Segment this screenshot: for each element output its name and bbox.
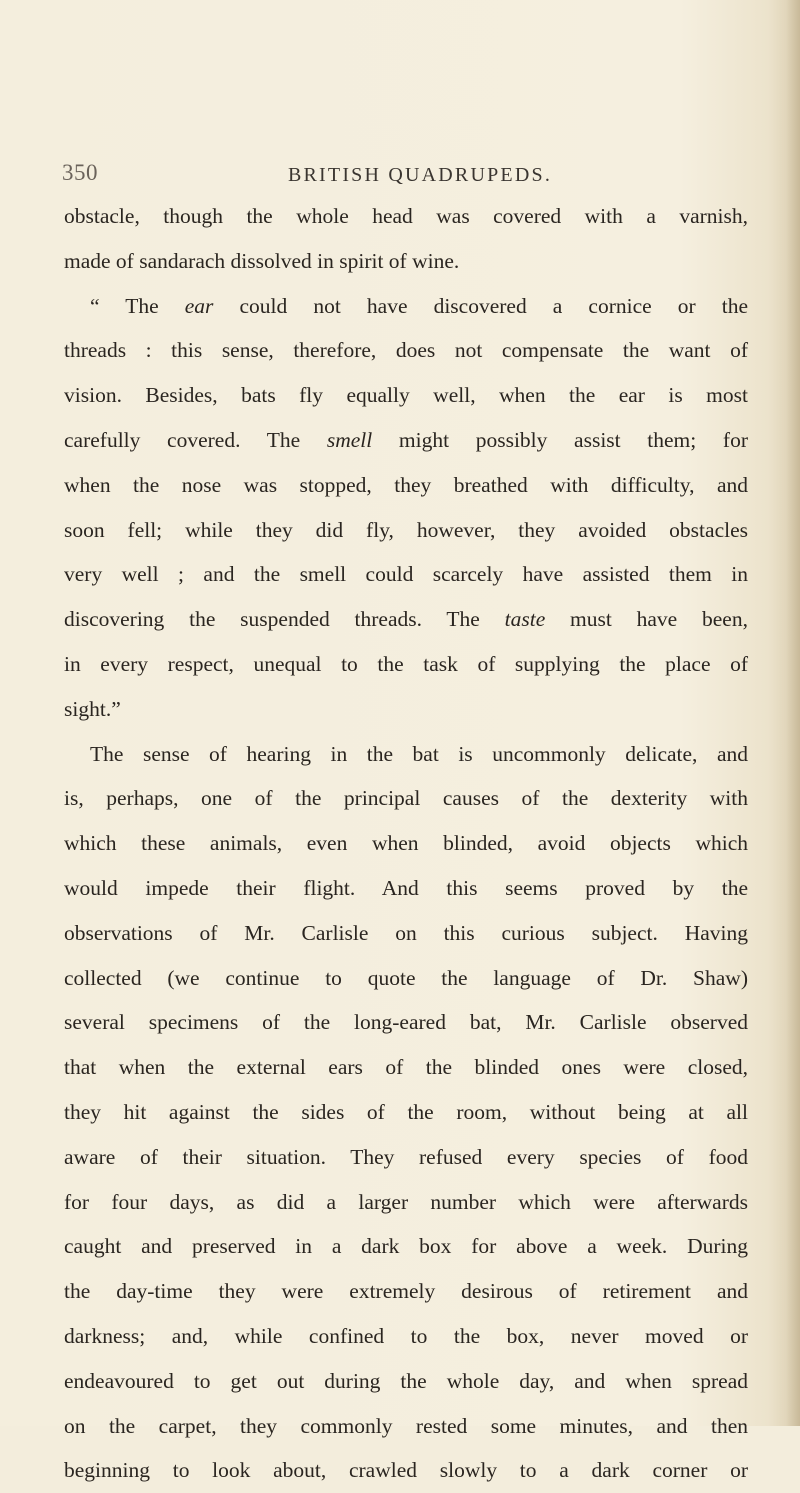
text-segment: on the carpet, they commonly rested some minutes, and then xyxy=(64,1413,748,1438)
text-segment: darkness; and, while confined to the box, never moved or xyxy=(64,1323,748,1348)
text-line xyxy=(64,956,748,1001)
text-line xyxy=(64,1000,748,1045)
text-segment: soon fell; while they did fly, however, they avoided obstacles xyxy=(64,517,748,542)
page-number: 350 xyxy=(62,160,98,185)
text-line xyxy=(64,1314,748,1359)
text-segment: The sense of hearing in the bat is uncommonly delicate, and xyxy=(90,741,748,766)
text-segment: the day-time they were extremely desirous of retirement and xyxy=(64,1279,748,1304)
text-segment: sight.” xyxy=(64,696,121,721)
text-segment: must have been, xyxy=(545,607,748,632)
text-line xyxy=(64,1045,748,1090)
text-segment: might possibly assist them; for xyxy=(372,427,748,452)
text-line xyxy=(64,1135,748,1180)
text-line xyxy=(64,911,748,956)
text-segment: when the nose was stopped, they breathed with difficulty, and xyxy=(64,472,748,497)
italic-word: taste xyxy=(504,607,546,632)
text-line xyxy=(64,463,748,508)
text-line xyxy=(64,821,748,866)
italic-word: ear xyxy=(184,293,214,318)
text-segment: collected (we continue to quote the language of Dr. Shaw) xyxy=(64,965,748,990)
text-line xyxy=(64,418,748,463)
text-line xyxy=(64,687,748,732)
text-line xyxy=(64,239,748,284)
text-line xyxy=(64,866,748,911)
text-segment: obstacle, though the whole head was covered with a varnish, xyxy=(64,204,748,228)
text-line xyxy=(64,1448,748,1493)
text-segment: threads : this sense, therefore, does not compensate the want of xyxy=(64,338,748,363)
text-segment: very well ; and the smell could scarcely have assisted them in xyxy=(64,562,748,587)
italic-word: smell xyxy=(326,427,373,452)
text-line xyxy=(64,1224,748,1269)
text-line xyxy=(64,1180,748,1225)
text-line xyxy=(64,642,748,687)
text-segment: for four days, as did a larger number which were afterwards xyxy=(64,1189,748,1214)
text-segment: that when the external ears of the blinded ones were closed, xyxy=(64,1055,748,1080)
text-segment: aware of their situation. They refused every species of food xyxy=(64,1144,748,1169)
text-segment: discovering the suspended threads. The xyxy=(64,607,505,632)
text-segment: in every respect, unequal to the task of supplying the place of xyxy=(64,651,748,676)
text-segment: several specimens of the long-eared bat, Mr. Carlisle observed xyxy=(64,1010,748,1035)
text-line xyxy=(64,776,748,821)
text-segment: which these animals, even when blinded, avoid objects which xyxy=(64,831,748,856)
page-edge-shadow xyxy=(786,0,800,1426)
text-line xyxy=(64,597,748,642)
text-line xyxy=(64,1090,748,1135)
body-text xyxy=(64,194,748,1493)
text-line xyxy=(64,373,748,418)
running-head: BRITISH QUADRUPEDS. xyxy=(287,164,553,186)
text-segment: vision. Besides, bats fly equally well, when the ear is most xyxy=(64,383,748,408)
text-segment: beginning to look about, crawled slowly to a dark corner or xyxy=(64,1458,748,1483)
text-line xyxy=(64,552,748,597)
text-line xyxy=(64,508,748,553)
text-line xyxy=(64,732,748,777)
text-line xyxy=(64,1359,748,1404)
text-segment: “ The xyxy=(90,293,185,318)
text-segment: carefully covered. The xyxy=(64,427,327,452)
text-segment: made of sandarach dissolved in spirit of wine. xyxy=(64,248,460,273)
text-line xyxy=(64,284,748,329)
text-segment: is, perhaps, one of the principal causes of the dexterity with xyxy=(64,786,748,811)
text-segment: could not have discovered a cornice or the xyxy=(213,293,748,318)
text-segment: endeavoured to get out during the whole day, and when spread xyxy=(64,1368,748,1393)
text-line xyxy=(64,1269,748,1314)
text-segment: observations of Mr. Carlisle on this curious subject. Having xyxy=(64,920,748,945)
text-line xyxy=(64,194,748,239)
text-segment: would impede their flight. And this seems proved by the xyxy=(64,875,748,900)
text-segment: caught and preserved in a dark box for above a week. During xyxy=(64,1234,748,1259)
text-segment: they hit against the sides of the room, without being at all xyxy=(64,1099,748,1124)
text-line xyxy=(64,328,748,373)
